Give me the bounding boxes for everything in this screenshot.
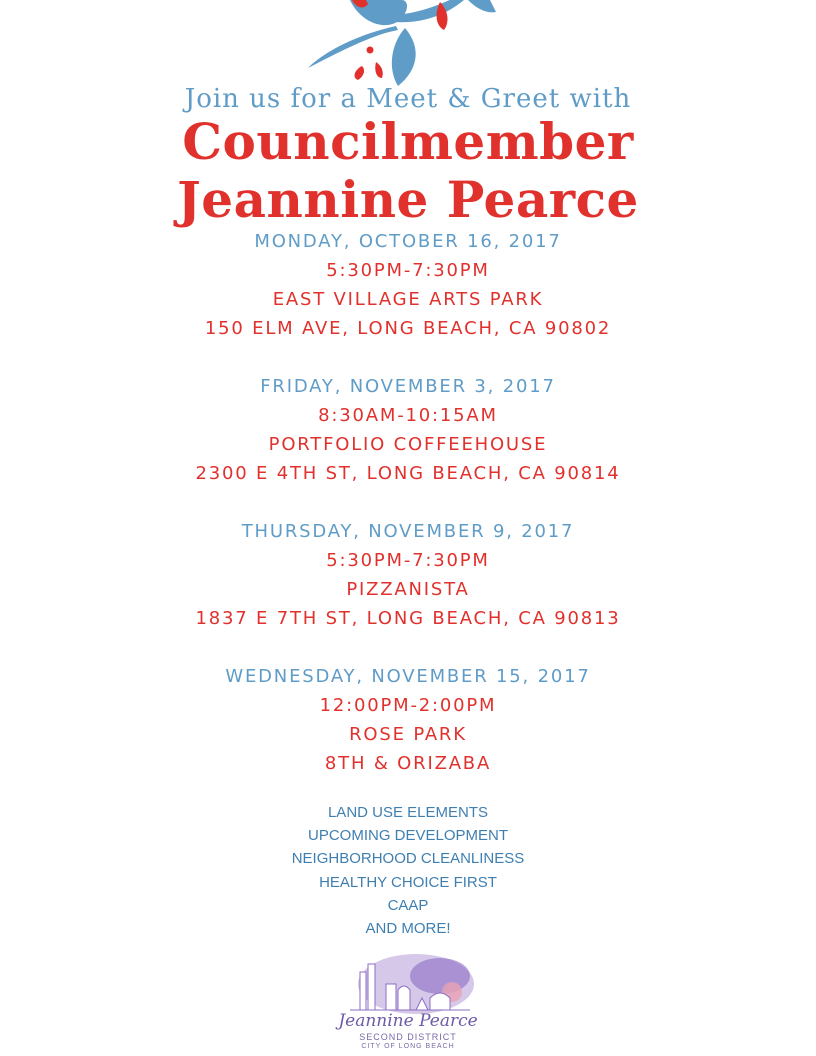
event-venue: ROSE PARK [349,724,467,745]
logo-district: SECOND DISTRICT [359,1032,457,1042]
topics-list [0,801,816,940]
event-date: THURSDAY, NOVEMBER 9, 2017 [241,521,575,542]
event-block [0,372,816,488]
event-block [0,517,816,633]
floral-ornament-icon [290,0,510,90]
topic-item: HEALTHY CHOICE FIRST [319,873,497,891]
topic-item: AND MORE! [365,919,451,937]
event-venue: PIZZANISTA [346,579,470,600]
logo-name: Jeannine Pearce [338,1011,478,1031]
event-date: WEDNESDAY, NOVEMBER 15, 2017 [225,666,591,687]
event-date: FRIDAY, NOVEMBER 3, 2017 [260,376,556,397]
event-time: 12:00PM-2:00PM [319,695,497,716]
topic-item: UPCOMING DEVELOPMENT [307,827,509,845]
event-time: 5:30PM-7:30PM [326,550,490,571]
event-time: 8:30AM-10:15AM [318,405,498,426]
intro-line: Join us for a Meet & Greet with [184,84,632,114]
logo-city: CITY OF LONG BEACH [361,1043,455,1050]
topic-item: CAAP [387,896,429,914]
councilmember-title: Councilmember [182,112,634,171]
event-time: 5:30PM-7:30PM [326,260,490,281]
councilmember-name: Jeannine Pearce [177,170,639,229]
topic-item: LAND USE ELEMENTS [327,804,489,821]
event-address: 150 ELM AVE, LONG BEACH, CA 90802 [204,318,612,339]
event-address: 2300 E 4TH ST, LONG BEACH, CA 90814 [195,463,621,484]
event-block [0,662,816,778]
event-block [0,227,816,343]
topic-item: NEIGHBORHOOD CLEANLINESS [291,850,525,868]
event-address: 1837 E 7TH ST, LONG BEACH, CA 90813 [195,608,621,629]
event-venue: PORTFOLIO COFFEEHOUSE [268,434,548,455]
event-address: 8TH & ORIZABA [324,753,492,774]
event-venue: EAST VILLAGE ARTS PARK [272,289,544,310]
event-date: MONDAY, OCTOBER 16, 2017 [254,231,562,252]
